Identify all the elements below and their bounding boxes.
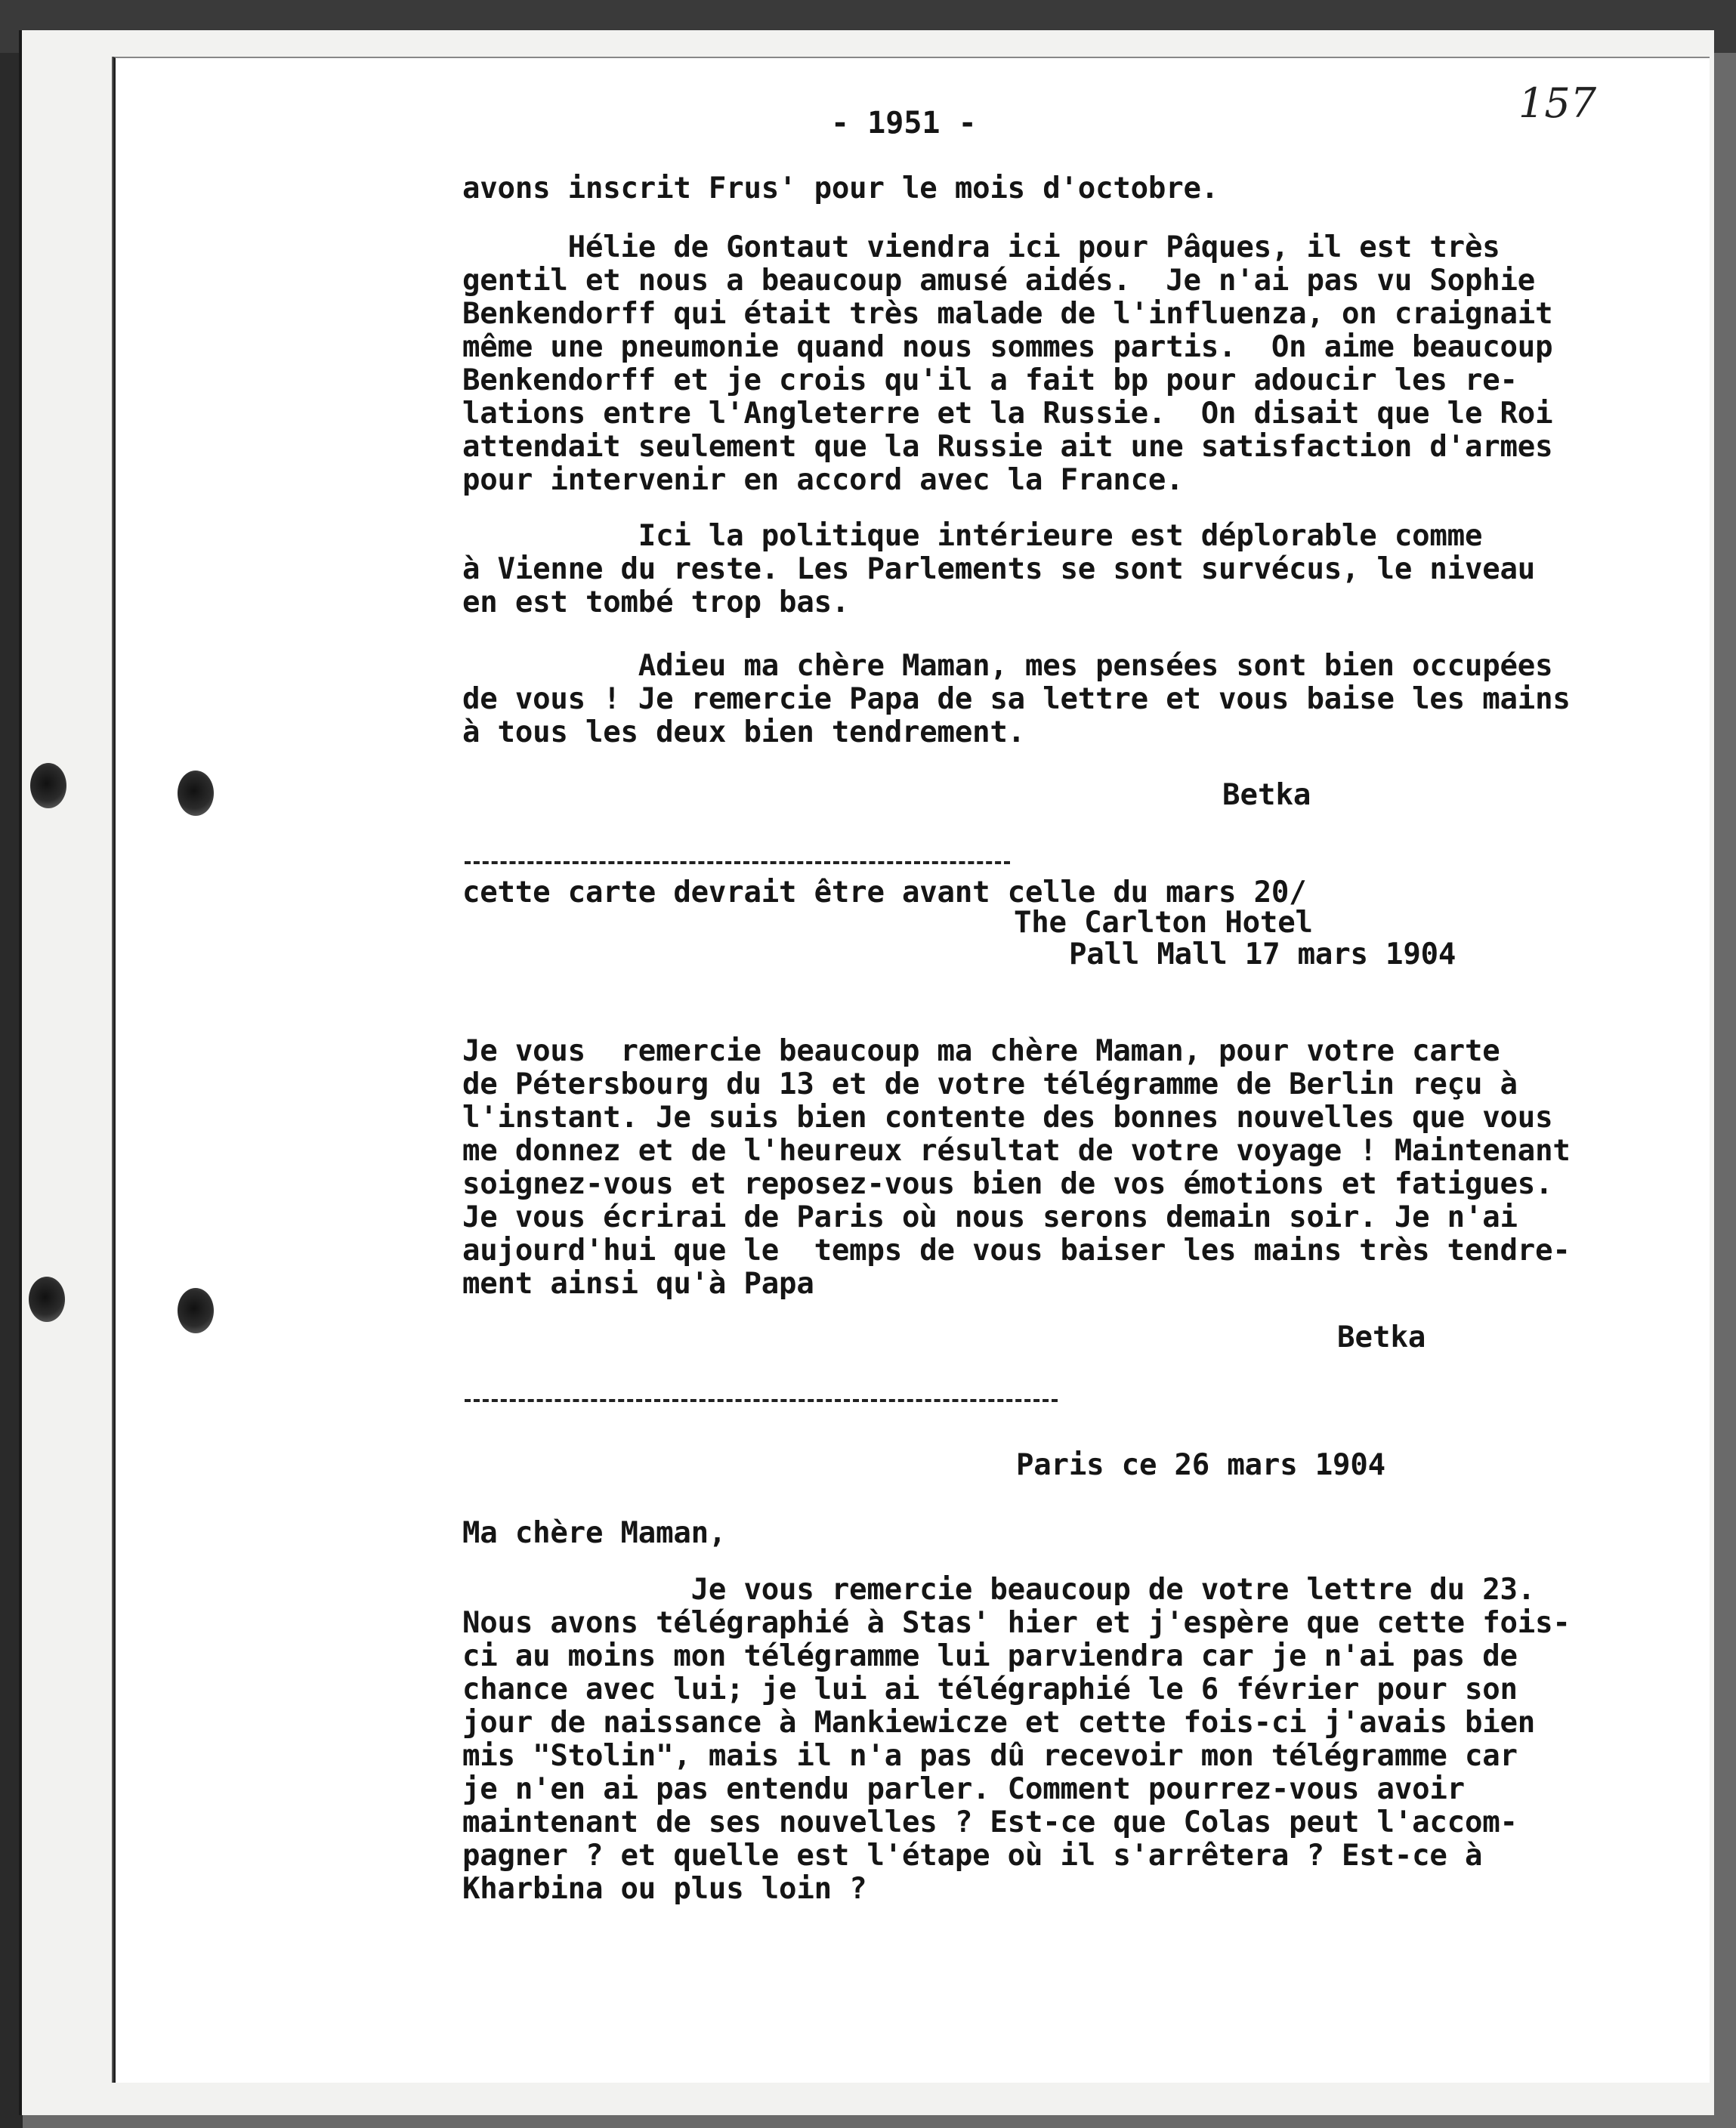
binder-hole-top bbox=[178, 771, 214, 816]
letter2-address-hotel: The Carlton Hotel bbox=[1014, 906, 1313, 940]
letter2-signature: Betka bbox=[1337, 1320, 1426, 1354]
separator-rule bbox=[465, 1399, 1058, 1402]
letter3-salutation: Ma chère Maman, bbox=[462, 1516, 727, 1550]
letter1-paragraph-1: avons inscrit Frus' pour le mois d'octobre. bbox=[462, 171, 1219, 205]
page-number: - 1951 - bbox=[831, 106, 977, 141]
letter1-paragraph-4: Adieu ma chère Maman, mes pensées sont bien occupées de vous ! Je remercie Papa de sa lettre et vous baise les mains à tous les deux bien tendrement. bbox=[462, 649, 1571, 749]
binder-hole-back-bottom bbox=[29, 1277, 65, 1322]
letter2-note: cette carte devrait être avant celle du mars 20/ bbox=[462, 876, 1307, 910]
letter1-signature: Betka bbox=[1222, 778, 1311, 812]
letter3-place-date: Paris ce 26 mars 1904 bbox=[1016, 1448, 1385, 1482]
letter1-paragraph-2: Hélie de Gontaut viendra ici pour Pâques, il est très gentil et nous a beaucoup amusé aidés. Je n'ai pas vu Sophie Benkendorff qui était très malade de l'influenza, on craignait même une pneumonie quand nous sommes partis. On aime beaucoup Benkendorff et je crois qu'il a fait bp pour adoucir les re- lations entre l'Angleterre et la Russie. On disait que le Roi attendait seulement que la Russie ait une satisfaction d'armes pour intervenir en accord avec la France. bbox=[462, 230, 1553, 497]
letter1-paragraph-3: Ici la politique intérieure est déplorable comme à Vienne du reste. Les Parlements se sont survécus, le niveau en est tombé trop bas. bbox=[462, 519, 1536, 619]
folio-number: 157 bbox=[1518, 79, 1597, 127]
letter2-address-date: Pall Mall 17 mars 1904 bbox=[1069, 937, 1456, 971]
binder-hole-bottom bbox=[178, 1288, 214, 1333]
binder-hole-back-top bbox=[30, 763, 66, 808]
letter3-body: Je vous remercie beaucoup de votre lettre du 23. Nous avons télégraphié à Stas' hier et j'espère que cette fois- ci au moins mon télégramme lui parviendra car je n'ai pas de chance avec lui; je lui ai télégraphié le 6 février pour son jour de naissance à Mankiewicze et cette fois-ci j'avais bien mis "Stolin", mais il n'a pas dû recevoir mon télégramme car je n'en ai pas entendu parler. Comment pourrez-vous avoir maintenant de ses nouvelles ? Est-ce que Colas peut l'accom- pagner ? et quelle est l'étape où il s'arrêtera ? Est-ce à Kharbina ou plus loin ? bbox=[462, 1573, 1571, 1906]
separator-rule bbox=[465, 861, 1010, 864]
letter2-body: Je vous remercie beaucoup ma chère Maman, pour votre carte de Pétersbourg du 13 et de votre télégramme de Berlin reçu à l'instant. Je suis bien contente des bonnes nouvelles que vous me donnez et de l'heureux résultat de votre voyage ! Maintenant soignez-vous et reposez-vous bien de vos émotions et fatigues. Je vous écrirai de Paris où nous serons demain soir. Je n'ai aujourd'hui que le temps de vous baiser les mains très tendre- ment ainsi qu'à Papa bbox=[462, 1034, 1571, 1301]
